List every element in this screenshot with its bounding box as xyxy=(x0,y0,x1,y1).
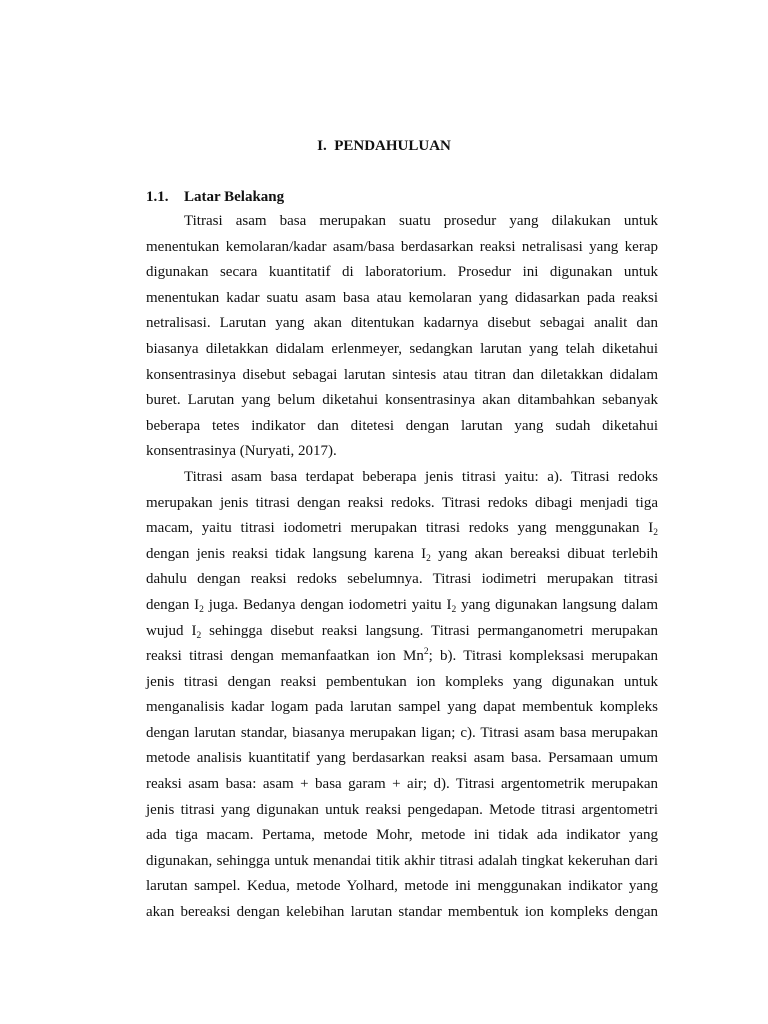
text-line: reaksi asam basa: asam + basa garam + air; d). Titrasi argentometrik merupakan xyxy=(146,776,658,793)
text-line: menganalisis kadar logam pada larutan sampel yang dapat membentuk kompleks xyxy=(146,699,658,716)
text-line: ada tiga macam. Pertama, metode Mohr, metode ini tidak ada indikator yang xyxy=(146,827,658,844)
text-segment: sehingga disebut reaksi langsung. Titrasi permanganometri merupakan xyxy=(209,622,659,639)
text-line: netralisasi. Larutan yang akan ditentukan kadarnya disebut sebagai analit dan xyxy=(146,315,658,332)
text-line: jenis titrasi yang digunakan untuk reaksi pengedapan. Metode titrasi argentometri xyxy=(146,801,658,818)
text-segment: dengan I xyxy=(146,596,200,613)
text-line: dahulu dengan reaksi redoks sebelumnya. Titrasi iodimetri merupakan titrasi xyxy=(146,571,658,588)
chapter-title: PENDAHULUAN xyxy=(334,138,451,154)
text-line xyxy=(146,644,658,670)
subscript: 2 xyxy=(199,604,204,615)
text-segment: wujud I xyxy=(146,622,197,639)
text-segment: macam, yaitu titrasi iodometri merupakan titrasi redoks yang menggunakan I xyxy=(146,520,654,537)
text-line: akan bereaksi dengan kelebihan larutan standar membentuk ion kompleks dengan xyxy=(146,904,658,921)
subscript: 2 xyxy=(196,630,202,641)
subscript: 2 xyxy=(451,604,457,615)
text-line: buret. Larutan yang belum diketahui konsentrasinya akan ditambahkan sebanyak xyxy=(146,392,658,409)
text-line: jenis titrasi dengan reaksi pembentukan ion kompleks yang digunakan untuk xyxy=(146,673,658,690)
text-segment: dengan jenis reaksi tidak langsung karena I xyxy=(146,545,427,562)
text-line: Titrasi asam basa merupakan suatu prosedur yang dilakukan untuk xyxy=(184,213,658,229)
text-line: konsentrasinya disebut sebagai larutan sintesis atau titran dan diletakkan didalam xyxy=(146,366,658,383)
text-line: larutan sampel. Kedua, metode Yolhard, metode ini menggunakan indikator yang xyxy=(146,878,658,895)
text-segment: yang akan bereaksi dibuat terlebih xyxy=(438,545,658,562)
text-line: metode analisis kuantitatif yang berdasarkan reaksi asam basa. Persamaan umum xyxy=(146,750,658,767)
text-line: menentukan kemolaran/kadar asam/basa berdasarkan reaksi netralisasi yang kerap xyxy=(146,238,658,255)
text-line: dengan larutan standar, biasanya merupakan ligan; c). Titrasi asam basa merupakan xyxy=(146,724,658,741)
text-line: menentukan kadar suatu asam basa atau kemolaran yang didasarkan pada reaksi xyxy=(146,289,658,306)
text-line: Titrasi asam basa terdapat beberapa jenis titrasi yaitu: a). Titrasi redoks xyxy=(184,468,658,485)
text-line xyxy=(146,516,658,542)
text-line: digunakan secara kuantitatif di laboratorium. Prosedur ini digunakan untuk xyxy=(146,264,658,281)
subscript: 2 xyxy=(426,553,431,564)
superscript: 2 xyxy=(423,647,429,658)
chapter-number: I. xyxy=(317,138,327,154)
text-line xyxy=(146,542,658,568)
section-heading xyxy=(146,189,284,206)
body-text xyxy=(146,209,658,926)
text-segment: yang digunakan langsung dalam xyxy=(461,596,659,613)
text-line: biasanya diletakkan didalam erlenmeyer, sedangkan larutan yang telah diketahui xyxy=(146,340,658,357)
text-line: digunakan, sehingga untuk menandai titik akhir titrasi adalah tingkat kekeruhan dari xyxy=(146,852,658,869)
section-number: 1.1. xyxy=(146,189,169,205)
chapter-heading xyxy=(0,138,768,155)
text-line: merupakan jenis titrasi dengan reaksi redoks. Titrasi redoks dibagi menjadi tiga xyxy=(146,494,658,511)
text-segment: reaksi titrasi dengan memanfaatkan ion Mn xyxy=(146,648,424,665)
text-line: beberapa tetes indikator dan ditetesi dengan larutan yang sudah diketahui xyxy=(146,417,658,434)
text-segment: juga. Bedanya dengan iodometri yaitu I xyxy=(208,596,452,613)
text-line xyxy=(146,593,658,619)
subscript: 2 xyxy=(653,528,658,539)
section-title: Latar Belakang xyxy=(184,189,285,205)
text-line: konsentrasinya (Nuryati, 2017). xyxy=(146,443,337,460)
text-segment: ; b). Titrasi kompleksasi merupakan xyxy=(428,648,658,665)
text-line xyxy=(146,619,658,645)
